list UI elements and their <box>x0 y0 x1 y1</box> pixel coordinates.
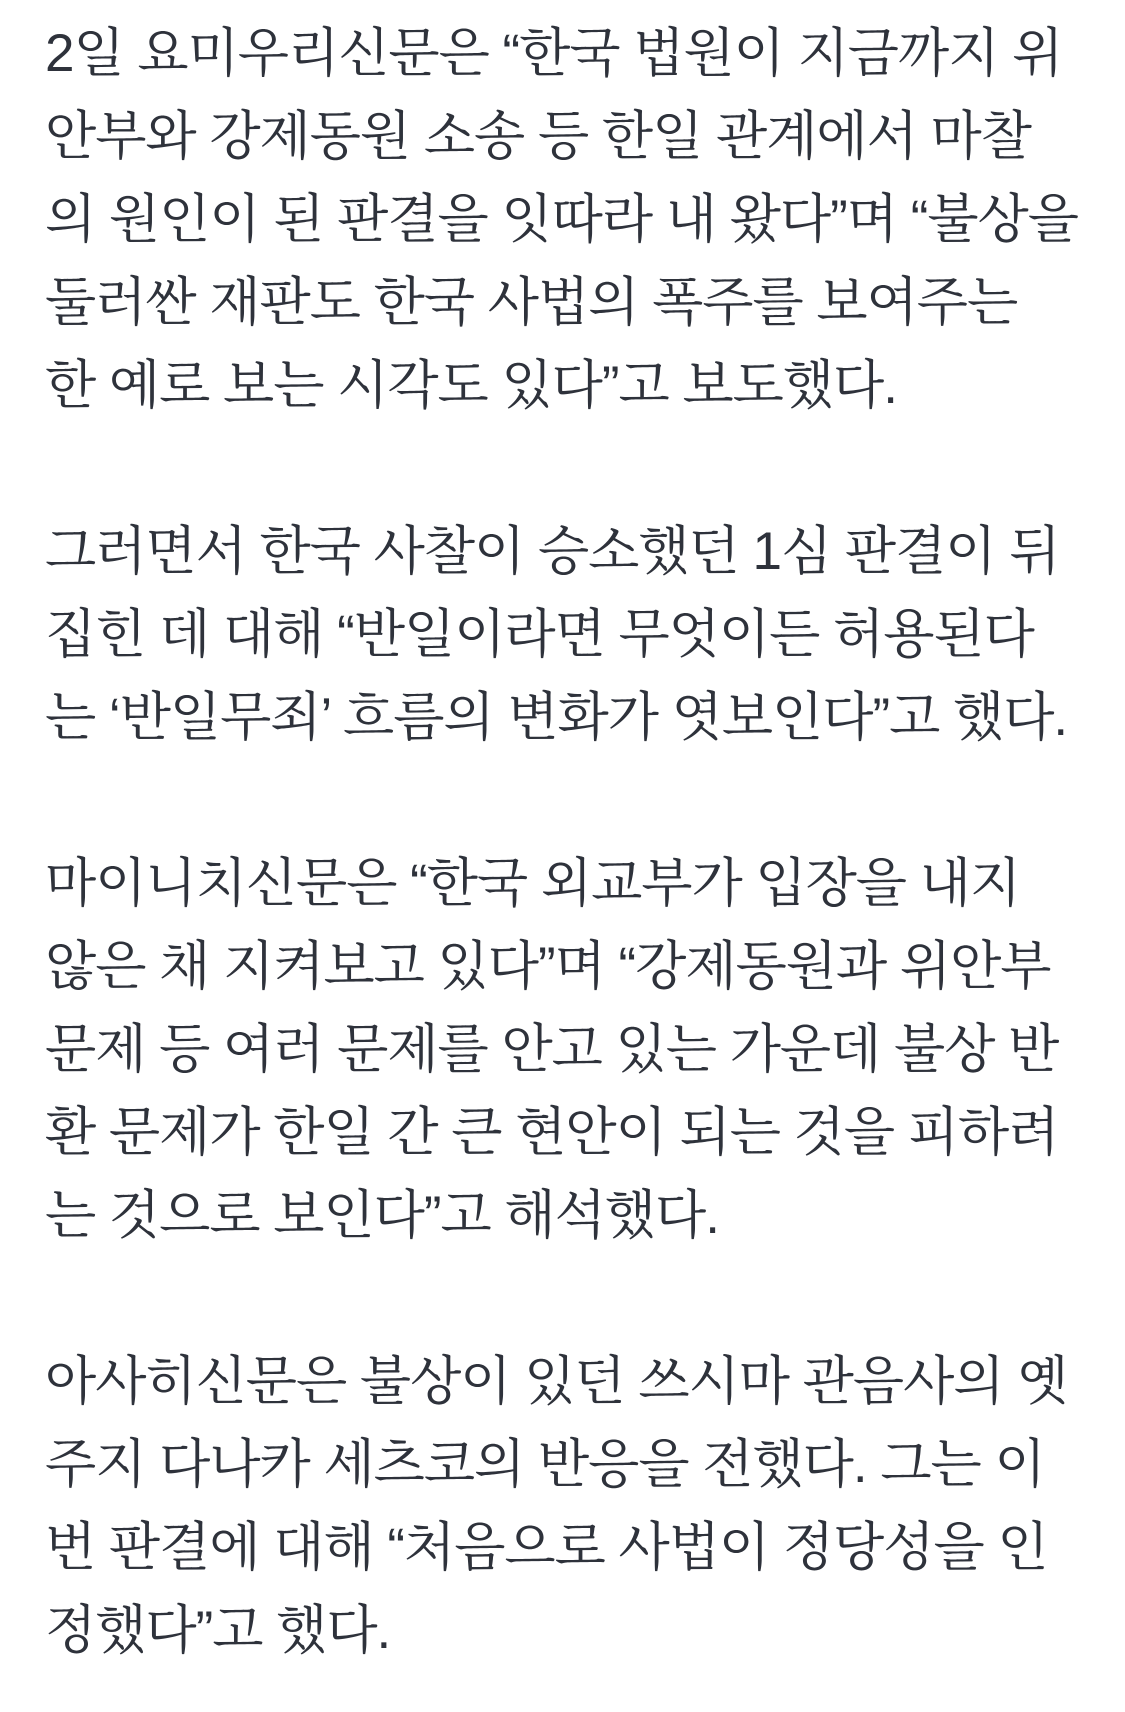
article-paragraph-2: 그러면서 한국 사찰이 승소했던 1심 판결이 뒤집힌 데 대해 “반일이라면 무엇이든 허용된다는 ‘반일무죄’ 흐름의 변화가 엿보인다”고 했다. <box>45 522 1068 747</box>
article-paragraph-4: 아사히신문은 불상이 있던 쓰시마 관음사의 옛 주지 다나카 세츠코의 반응을 전했다. 그는 이번 판결에 대해 “처음으로 사법이 정당성을 인정했다”고 했다. <box>45 1352 1068 1660</box>
article-paragraph-1: 2일 요미우리신문은 “한국 법원이 지금까지 위안부와 강제동원 소송 등 한일 관계에서 마찰의 원인이 된 판결을 잇따라 내 왔다”며 “불상을 둘러싼 재판도 한국 사법의 폭주를 보여주는 한 예로 보는 시각도 있다”고 보도했다. <box>45 24 1078 415</box>
article-paragraph-3: 마이니치신문은 “한국 외교부가 입장을 내지 않은 채 지켜보고 있다”며 “강제동원과 위안부 문제 등 여러 문제를 안고 있는 가운데 불상 반환 문제가 한일 간 큰 현안이 되는 것을 피하려는 것으로 보인다”고 해석했다. <box>45 854 1059 1245</box>
